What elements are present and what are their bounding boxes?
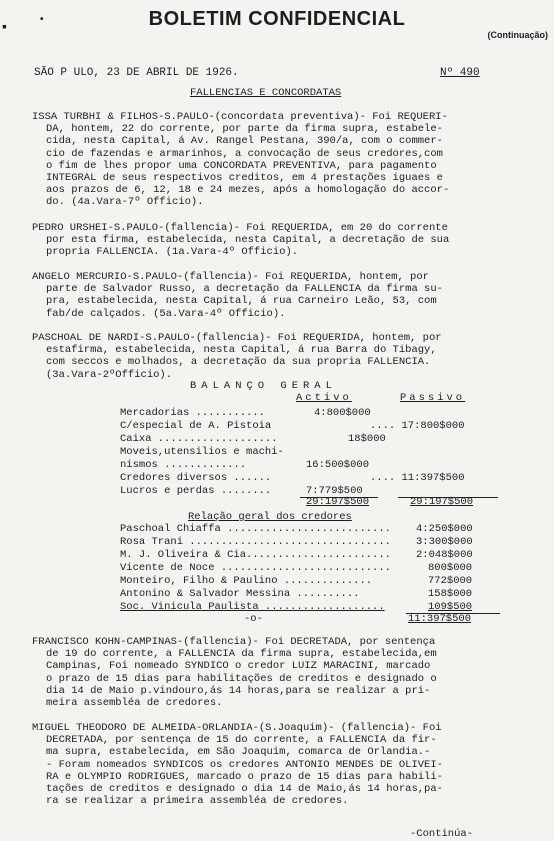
entry-line: Campinas, Foi nomeado SYNDICO o credor LUIZ MARACINI, marcado [46, 660, 431, 673]
entry-line: estafirma, estabelecida, nesta Capital, á rua Barra do Tibagy, [46, 344, 437, 357]
balance-label: nismos ............. [120, 459, 247, 471]
entry-line: PASCHOAL DE NARDI-S.PAULO-(fallencia)- Foi REQUERIDA, hontem, por [32, 332, 442, 344]
balance-label: C/especial de A. Pistoia [120, 420, 272, 432]
balance-label: Caixa ................... [120, 433, 278, 445]
entry-paschoal-de-nardi [32, 332, 542, 381]
balance-title: BALANÇO GERAL [190, 380, 337, 392]
entry-line: pra, estabelecida, nesta Capital, á rua Carneiro Leão, 53, com [46, 295, 437, 308]
entry-line: DECRETADA, por sentença de 15 do corrente, a FALLENCIA da fir- [46, 734, 437, 747]
section-title: FALLENCIAS E CONCORDATAS [190, 87, 342, 99]
entry-angelo-mercurio [32, 271, 542, 320]
creditor-name: Paschoal Chiaffa .......................... [120, 523, 391, 535]
creditor-amount: 772$000 [428, 575, 473, 587]
entry-line: DA, hontem, 22 do corrente, por parte da firma supra, estabele- [46, 123, 443, 136]
entry-line: propria FALLENCIA. (1a.Vara-4º Officio). [46, 246, 299, 259]
balance-activo: 7:779$500 [306, 485, 363, 497]
creditor-amount: 158$000 [428, 588, 473, 600]
entry-line: ra se realizar a primeira assembléa de credores. [46, 795, 349, 808]
entry-line: MIGUEL THEODORO DE ALMEIDA-ORLANDIA-(S.Joaquim)- (fallencia)- Foi [32, 722, 442, 734]
creditor-name: Rosa Trani ................................ [120, 536, 391, 548]
entry-line: RA e OLYMPIO RODRIGUES, marcado o prazo de 15 dias para habili- [46, 770, 443, 783]
creditor-name: Soc. Vinicula Paulista ................... [120, 601, 385, 613]
balance-label: Mercadorias ........... [120, 407, 265, 419]
entry-line: ma supra, estabelecida, em São Joaquim, comarca de Orlandia.- [46, 746, 431, 759]
separator-mark: -o- [244, 613, 263, 625]
balance-passivo: .... 11:397$500 [370, 472, 465, 484]
entry-line: parte de Salvador Russo, a decretação da FALLENCIA da firma su- [46, 283, 443, 296]
balance-label: Lucros e perdas ........ [120, 485, 272, 497]
creditor-amount: 3:300$000 [416, 536, 473, 548]
entry-line: FRANCISCO KOHN-CAMPINAS-(fallencia)- Foi DECRETADA, por sentença [32, 636, 436, 648]
entry-line: meira assembléa de credores. [46, 697, 223, 710]
entry-line: por esta firma, estabelecida, nesta Capital, a decretação de sua [46, 234, 450, 247]
balance-passivo: .... 17:800$000 [370, 420, 465, 432]
continua-label: -Continúa- [410, 828, 474, 840]
entry-line: de 19 do corrente, a FALLENCIA da firma supra, estabelecida,em [46, 648, 437, 661]
entry-pedro-urshei [32, 222, 542, 259]
entry-line: o fim de lhes propor uma CONCORDATA PREVENTIVA, para pagamento [46, 159, 437, 172]
balance-total-passivo: 29:197$500 [410, 496, 474, 508]
entry-line: ISSA TURBHI & FILHOS-S.PAULO-(concordata preventiva)- Foi REQUERI- [32, 111, 448, 123]
entry-miguel-theodoro [32, 722, 542, 807]
continuation-label: (Continuação) [487, 30, 548, 40]
entry-line: PEDRO URSHEI-S.PAULO-(fallencia)- Foi REQUERIDA, em 20 do corrente [32, 222, 448, 234]
entry-line: (3a.Vara-2ºOfficio). [46, 368, 173, 381]
balance-label: Moveis,utensilios e machi- [120, 446, 284, 458]
entry-line: o prazo de 15 dias para habilitações de creditos e designado o [46, 672, 437, 685]
entry-line: tações de creditos e designado o dia 14 de Maio,ás 14 horas,pa- [46, 783, 443, 796]
issue-number: Nº 490 [440, 67, 480, 79]
creditor-amount: 109$500 [428, 601, 473, 613]
balance-activo: 4:800$000 [314, 407, 371, 419]
creditors-total: 11:397$500 [408, 613, 472, 625]
entry-line: do. (4a.Vara-7º Officio). [46, 196, 204, 209]
entry-issa-turbhi [32, 111, 542, 209]
entry-line: com seccos e molhados, a decretação da sua propria FALLENCIA. [46, 356, 431, 369]
entry-line: - Foram nomeados SYNDICOS os credores ANTONIO MENDES DE OLIVEI- [46, 758, 443, 771]
creditor-name: Vicente de Noce ........................... [120, 562, 391, 574]
creditor-name: Monteiro, Filho & Paulino .............. [120, 575, 373, 587]
creditor-name: Antonino & Salvador Messina .......... [120, 588, 360, 600]
dateline: SÃO P ULO, 23 DE ABRIL DE 1926. [34, 67, 239, 79]
creditor-amount: 4:250$000 [416, 523, 473, 535]
entry-line: ANGELO MERCURIO-S.PAULO-(fallencia)- Foi REQUERIDA, hontem, por [32, 271, 429, 283]
entry-line: INTEGRAL de seus respectivos creditos, em 4 prestações iguaes e [46, 172, 443, 185]
margin-mark: • [40, 14, 44, 25]
balance-activo: 18$000 [348, 433, 386, 445]
entry-line: dia 14 de Maio p.vindouro,ás 14 horas,para se realizar a pri- [46, 684, 431, 697]
creditor-amount: 2:048$000 [416, 549, 473, 561]
entry-line: cio de fazendas e armarinhos, a convocação de seus credores,com [46, 147, 443, 160]
entry-line: fab/de calçados. (5a.Vara-4º Officio). [46, 307, 286, 320]
page-title: BOLETIM CONFIDENCIAL [148, 8, 406, 30]
entry-line: aos prazos de 6, 12, 18 e 24 mezes, após a homologação do accor- [46, 184, 450, 197]
creditor-amount: 800$000 [428, 562, 473, 574]
balance-total-activo: 29:197$500 [306, 496, 370, 508]
entry-line: cida, nesta Capital, á Av. Rangel Pestana, 390/a, com o commer- [46, 135, 443, 148]
balance-label: Credores diversos ...... [120, 472, 272, 484]
creditor-name: M. J. Oliveira & Cia....................... [120, 549, 391, 561]
balance-activo: 16:500$000 [306, 459, 370, 471]
passivo-header: Passivo [400, 392, 466, 404]
entry-francisco-kohn [32, 636, 542, 709]
activo-header: Activo [296, 392, 352, 404]
margin-mark: ▪ [2, 18, 7, 34]
creditors-title: Relação geral dos credores [188, 511, 352, 523]
